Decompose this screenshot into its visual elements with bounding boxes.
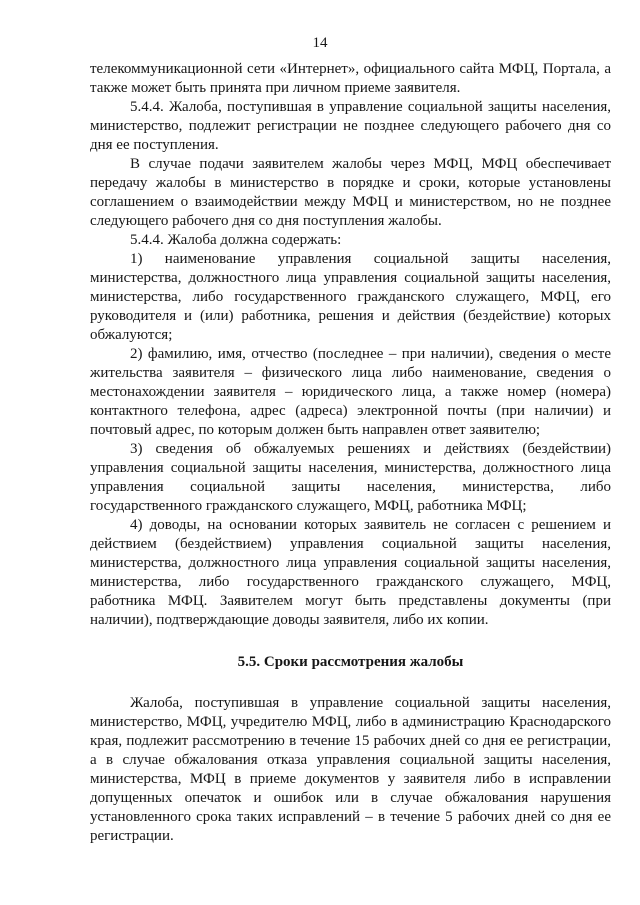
para-continuation: телекоммуникационной сети «Интернет», официального сайта МФЦ, Портала, а также может быть принята при личном приеме заявителя. [90,61,611,96]
page-number: 14 [312,35,328,51]
para-mfc-transfer: В случае подачи заявителем жалобы через МФЦ, МФЦ обеспечивает передачу жалобы в министерство в порядке и сроки, которые установлены соглашением о взаимодействии между МФЦ и министерством, но не позднее следующего рабочего дня со дня поступления жалобы. [90,156,611,229]
section-heading: 5.5. Сроки рассмотрения жалобы [237,654,464,670]
top-paragraphs [90,60,611,630]
para-5-5-terms: Жалоба, поступившая в управление социальной защиты населения, министерство, МФЦ, учредителю МФЦ, либо в администрацию Краснодарского края, подлежит рассмотрению в течение 15 рабочих дней со дня ее регистрации, а в случае обжалования отказа управления социальной защиты населения, министерства, МФЦ в приеме документов у заявителя либо в исправлении допущенных опечаток и ошибок или в случае обжалования нарушения установленного срока таких исправлений – в течение 5 рабочих дней со дня ее регистрации. [90,695,611,844]
para-5-4-4-registration: 5.4.4. Жалоба, поступившая в управление социальной защиты населения, министерство, подлежит регистрации не позднее следующего рабочего дня со дня ее поступления. [90,99,611,153]
list-item-4: 4) доводы, на основании которых заявитель не согласен с решением и действием (бездействием) управления социальной защиты населения, министерства, должностного лица управления социальной защиты населения, министерства, либо государственного гражданского служащего, МФЦ, работника МФЦ. Заявителем могут быть представлены документы (при наличии), подтверждающие доводы заявителя, либо их копии. [90,517,611,628]
list-item-2: 2) фамилию, имя, отчество (последнее – при наличии), сведения о месте жительства заявителя – физического лица либо наименование, сведения о местонахождении заявителя – юридического лица, а также номер (номера) контактного телефона, адрес (адреса) электронной почты (при наличии) и почтовый адрес, по которым должен быть направлен ответ заявителю; [90,346,611,438]
document-body [90,60,611,846]
list-item-3: 3) сведения об обжалуемых решениях и действиях (бездействии) управления социальной защиты населения, министерства, должностного лица управления социальной защиты населения, министерства, либо государственного гражданского служащего, МФЦ, работника МФЦ; [90,441,611,514]
para-5-4-4-contents: 5.4.4. Жалоба должна содержать: [130,232,342,248]
bottom-paragraphs [90,694,611,846]
list-item-1: 1) наименование управления социальной защиты населения, министерства, должностного лица управления социальной защиты населения, министерства, либо государственного гражданского служащего, МФЦ, его руководителя и (или) работника, решения и действия (бездействие) которых обжалуются; [90,251,611,343]
